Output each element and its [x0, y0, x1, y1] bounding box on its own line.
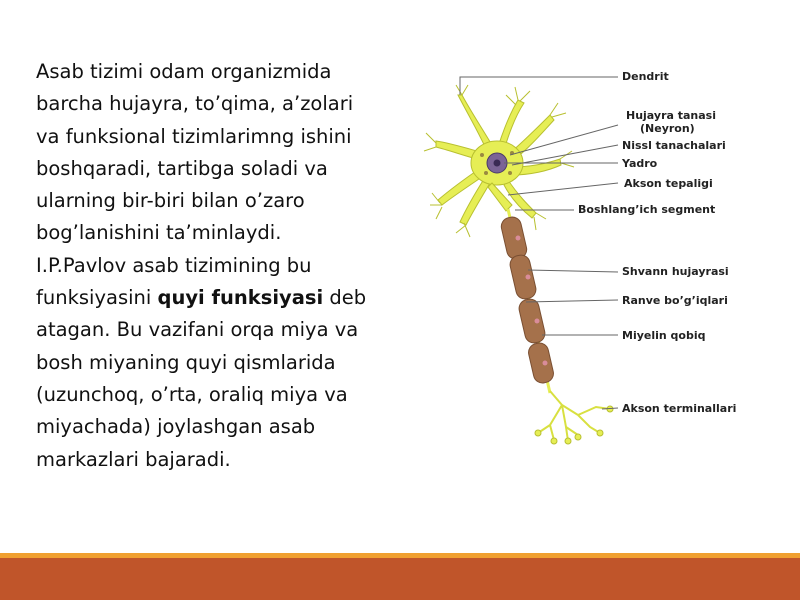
label-neyron: (Neyron) [640, 122, 695, 135]
label-akson-terminallari: Akson terminallari [622, 402, 737, 415]
myelin-sheath [500, 215, 556, 384]
body-paragraph [36, 56, 396, 476]
text-line: va funksional tizimlarimng ishini [36, 124, 352, 148]
label-shvann: Shvann hujayrasi [622, 265, 729, 278]
label-hujayra-tanasi: Hujayra tanasi [626, 109, 716, 122]
text-line: bog’lanishini ta’minlaydi. [36, 221, 282, 245]
label-boshlangich: Boshlang’ich segment [578, 203, 716, 216]
neuron-diagram [400, 55, 780, 455]
text-line: I.P.Pavlov asab tizimining bu [36, 253, 312, 277]
label-akson-tepaligi: Akson tepaligi [624, 177, 713, 190]
label-ranve: Ranve bo’g’iqlari [622, 294, 728, 307]
text-line: atagan. Bu vazifani orqa miya va [36, 318, 359, 342]
label-miyelin: Miyelin qobiq [622, 329, 706, 342]
text-segment: funksiyasini [36, 286, 158, 310]
label-dendrit: Dendrit [622, 70, 669, 83]
bold-term: quyi funksiyasi [157, 286, 324, 310]
text-segment: deb [323, 286, 367, 310]
text-line: barcha hujayra, to’qima, a’zolari [36, 92, 354, 116]
text-line: markazlari bajaradi. [36, 447, 231, 471]
text-line: boshqaradi, tartibga soladi va [36, 156, 328, 180]
text-line [36, 282, 396, 314]
text-line: miyachada) joylashgan asab [36, 415, 316, 439]
label-yadro: Yadro [622, 157, 658, 170]
text-line: ularning bir-biri bilan o’zaro [36, 189, 305, 213]
label-nissl: Nissl tanachalari [622, 139, 726, 152]
text-line: bosh miyaning quyi qismlarida [36, 350, 336, 374]
text-line: Asab tizimi odam organizmida [36, 60, 332, 83]
text-line: (uzunchoq, o’rta, oraliq miya va [36, 382, 348, 406]
footer-bar [0, 558, 800, 600]
